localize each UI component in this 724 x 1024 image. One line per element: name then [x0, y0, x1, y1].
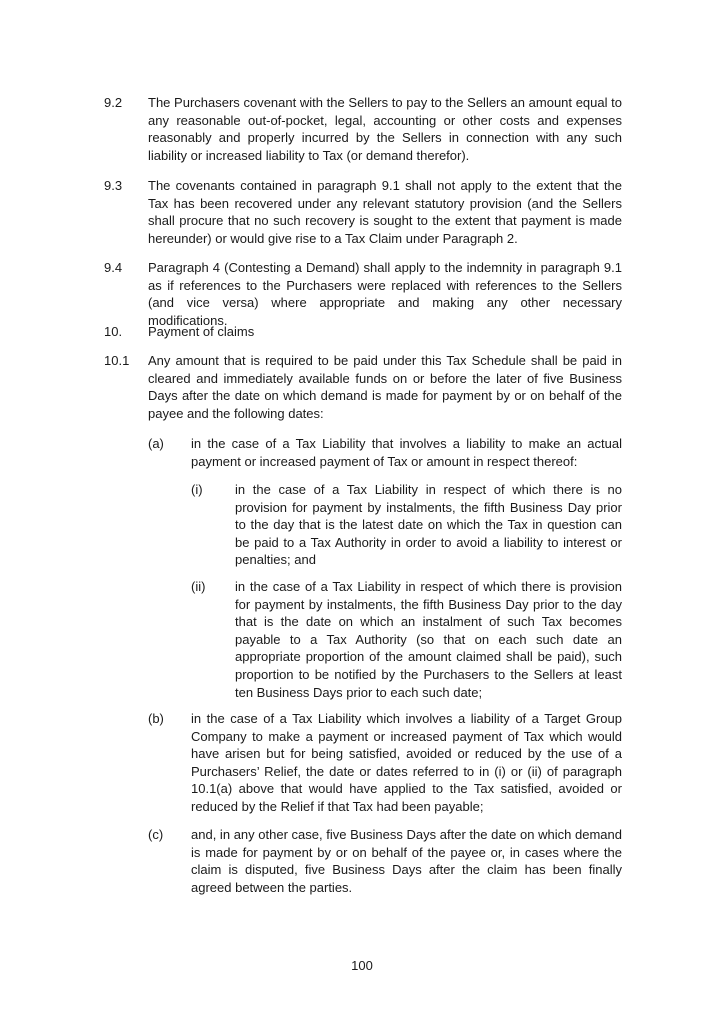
subparagraph-text: and, in any other case, five Business Days after the date on which demand is made for payment by or on behalf of the payee or, in cases where the claim is disputed, five Business Days after the claim has been finally agreed between the parties. — [191, 827, 622, 895]
section-number: 10. — [104, 324, 123, 339]
paragraph-number: 9.2 — [104, 95, 123, 110]
subparagraph-text: in the case of a Tax Liability that involves a liability to make an actual payment or increased payment of Tax or amount in respect thereof: — [191, 436, 622, 469]
page-number: 100 — [351, 958, 373, 973]
item-text: in the case of a Tax Liability in respect of which there is no provision for payment by instalments, the fifth Business Day prior to the day that is the latest date on which the Tax in question can be paid to a Tax Authority in order to avoid a liability to interest or penalties; and — [235, 482, 622, 568]
paragraph-text: The covenants contained in paragraph 9.1 shall not apply to the extent that the Tax has been recovered under any relevant statutory provision (and the Sellers shall procure that no such recovery is sought to the extent that payment is made hereunder) or would give rise to a Tax Claim under Paragraph 2. — [148, 178, 622, 246]
section-heading: Payment of claims — [148, 324, 255, 339]
subparagraph-label: (c) — [148, 827, 164, 842]
subparagraph-label: (a) — [148, 436, 164, 451]
subparagraph-text: in the case of a Tax Liability which involves a liability of a Target Group Company to make a payment or increased payment of Tax which would have arisen but for being satisfied, avoided or reduced by the use of a Purchasers’ Relief, the date or dates referred to in (i) or (ii) of paragraph 10.1(a) above that would have applied to the Tax satisfied, avoided or reduced by the Relief if that Tax had been payable; — [191, 711, 622, 814]
paragraph-text: The Purchasers covenant with the Sellers to pay to the Sellers an amount equal to any reasonable out-of-pocket, legal, accounting or other costs and expenses reasonably and properly incurred by the Sellers in connection with any such liability or increased liability to Tax (or demand therefor). — [148, 95, 622, 163]
paragraph-number: 9.4 — [104, 260, 123, 275]
item-text: in the case of a Tax Liability in respect of which there is provision for payment by instalments, the fifth Business Day prior to the day that is the date on which an instalment of such Tax becomes payable to a Tax Authority (so that on each such date an appropriate proportion of the amount claimed shall be paid), such proportion to be notified by the Purchasers to the Sellers at least ten Business Days prior to each such date; — [235, 579, 622, 700]
paragraph-number: 10.1 — [104, 353, 130, 368]
paragraph-text: Paragraph 4 (Contesting a Demand) shall apply to the indemnity in paragraph 9.1 as if references to the Purchasers were replaced with references to the Sellers (and vice versa) where appropriate and making any other necessary modifications. — [148, 260, 622, 328]
item-label: (ii) — [191, 579, 206, 594]
paragraph-number: 9.3 — [104, 178, 123, 193]
paragraph-text: Any amount that is required to be paid under this Tax Schedule shall be paid in cleared and immediately available funds on or before the later of five Business Days after the date on which demand is made for payment by or on behalf of the payee and the following dates: — [148, 353, 622, 421]
subparagraph-label: (b) — [148, 711, 164, 726]
item-label: (i) — [191, 482, 203, 497]
